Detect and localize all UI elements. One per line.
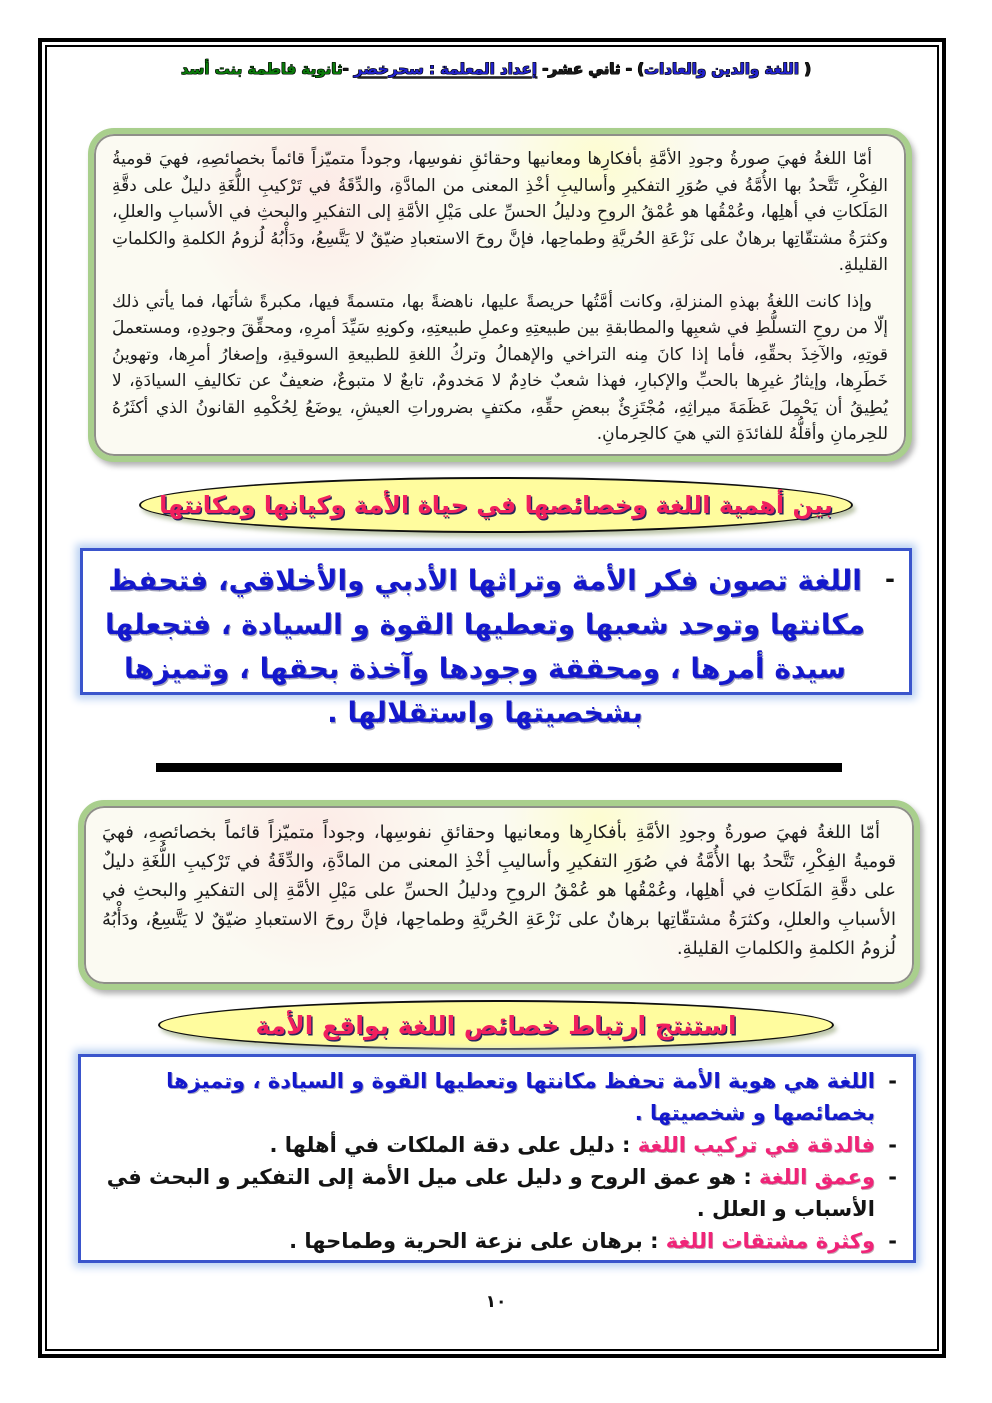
header-subject-title: اللغة والدين والعادات bbox=[644, 60, 799, 78]
activity1-answer-dash: - bbox=[885, 565, 895, 593]
list-item bbox=[91, 1129, 901, 1161]
header-grade-label: ثاني عشر bbox=[548, 60, 621, 78]
passage-top-paragraph-1: أمّا اللغةُ فهيَ صورةُ وجودِ الأمَّةِ بأفكارِها ومعانيها وحقائقِ نفوسِها، وجوداً متميّزاً قائماً بخصائصِهِ، فهيَ قوميةُ الفِكْرِ، تَتَّحدُ بها الأُمَّةُ في صُوَرِ التفكيرِ وأساليبِ أخْذِ المعنى من المادَّةِ، والدِّقَةُ في تَرْكيبِ اللُّغَةِ دليلٌ على دقَّةِ المَلَكاتِ في أهلِها، وعُمْقُها هو عُمْقُ الروحِ ودليلُ الحسِّ على مَيْلِ الأمَّةِ إلى التفكيرِ والبحثِ في الأسبابِ والعللِ، وكثرَةُ مشتقّاتِها برهانٌ على نَزْعَةِ الحُريَّةِ وطماحِها، فإنَّ روحَ الاستعبادِ ضيّقٌ لا يَتَّسِعُ، ودَأْبُهُ لُزومُ الكلمةِ والكلماتِ القليلةِ. bbox=[112, 149, 888, 275]
list-item bbox=[91, 1161, 901, 1225]
section-divider-line bbox=[156, 763, 842, 772]
activity1-answer-text: اللغة تصون فكر الأمة وتراثها الأدبي والأخلاقي، فتحفظ مكانتها وتوحد شعبها وتعطيها القوة و السيادة ، فتجعلها سيدة أمرها ، ومحققة وجودها وآخذة بحقها ، وتميزها بشخصيتها واستقلالها . bbox=[104, 564, 866, 729]
list-item-dash: - bbox=[888, 1229, 897, 1253]
activity1-answer-box bbox=[80, 548, 912, 729]
scanned-passage-bottom bbox=[78, 800, 920, 990]
scanned-passage-top bbox=[88, 128, 912, 462]
activity2-title: استنتج ارتباط خصائص اللغة بواقع الأمة bbox=[255, 1010, 737, 1040]
header-open-paren: ( bbox=[799, 60, 812, 78]
header-teacher-credit: إعداد المعلمة : سحرخضر bbox=[354, 60, 537, 78]
header-separator: - bbox=[536, 60, 549, 78]
page-header bbox=[0, 60, 992, 78]
list-item-text: : برهان على نزعة الحرية وطماحها . bbox=[289, 1229, 666, 1253]
list-item bbox=[91, 1225, 901, 1257]
list-item-text: : دليل على دقة الملكات في أهلها . bbox=[269, 1133, 638, 1157]
list-item-label: وعمق اللغة bbox=[759, 1165, 875, 1189]
page-number: ١٠ bbox=[485, 1292, 507, 1312]
passage-top-paragraph-2: وإذا كانت اللغةُ بهذهِ المنزلةِ، وكانت أمَّتُها حريصةً عليها، ناهضةً بها، متسمةً فيها، مكبرةً شأنَها، فما يأتي ذلك إلّا من روحِ التسلُّطِ في شعبِها والمطابقةِ بين طبيعتِهِ وعملِ طبيعتِهِ، وكونِهِ سَيِّدَ أمرِهِ، ومحقِّقَ وجودِهِ، ومستعملَ قوتِهِ، والآخِذَ بحقِّهِ، فأما إذا كانَ مِنه التراخي والإهمالُ وتركُ اللغةِ للطبيعةِ السوقيةِ، وإصغارُ أمرِها، وتهوينُ خَطَرِها، وإيثارُ غيرِها بالحبِّ والإكبارِ، فهذا شعبٌ خادِمٌ لا مَخدومٌ، تابعٌ لا متبوعٌ، ضعيفٌ عن تكاليفِ السيادَةِ، لا يُطِيقُ أن يَحْمِلَ عَظَمَةَ ميراثِهِ، مُجْتَزِئٌ ببعضِ حقِّهِ، مكتفٍ بضروراتِ العيشِ، يوضَعُ لِحُكْمِهِ القانونُ الذي أكثَرُهُ للحِرمانِ وأقلُّهُ للفائدَةِ التي هيَ كالحِرمانِ. bbox=[112, 291, 888, 444]
list-item-dash: - bbox=[888, 1165, 897, 1189]
list-item-text: : هو عمق الروح و دليل على ميل الأمة إلى التفكير و البحث في الأسباب و العلل . bbox=[106, 1165, 875, 1221]
list-item bbox=[91, 1065, 901, 1129]
list-item-label: فالدقة في تركيب اللغة bbox=[637, 1133, 875, 1157]
passage-bottom-paragraph-1: أمّا اللغةُ فهيَ صورةُ وجودِ الأمَّةِ بأفكارِها ومعانيها وحقائقِ نفوسِها، وجوداً متميّزاً قائماً بخصائصِهِ، فهيَ قوميةُ الفِكْرِ، تَتَّحدُ بها الأُمَّةُ في صُوَرِ التفكيرِ وأساليبِ أخْذِ المعنى من المادَّةِ، والدِّقَةُ في تَرْكيبِ اللُّغَةِ دليلٌ على دقَّةِ المَلَكاتِ في أهلِها، وعُمْقُها هو عُمْقُ الروحِ ودليلُ الحسِّ على مَيْلِ الأمَّةِ إلى التفكيرِ والبحثِ في الأسبابِ والعللِ، وكثرَةُ مشتقّاتِها برهانٌ على نَزْعَةِ الحُريَّةِ وطماحِها، فإنَّ روحَ الاستعبادِ ضيّقٌ لا يَتَّسِعُ، ودَأْبُهُ لُزومُ الكلمةِ والكلماتِ القليلةِ. bbox=[102, 822, 896, 959]
list-item-label: وكثرة مشتقات اللغة bbox=[665, 1229, 875, 1253]
activity2-answer-list bbox=[91, 1065, 901, 1257]
activity2-title-oval bbox=[158, 1000, 834, 1050]
activity2-answer-box bbox=[78, 1054, 916, 1263]
activity1-title-oval bbox=[139, 477, 853, 533]
activity1-title: بين أهمية اللغة وخصائصها في حياة الأمة وكيانها ومكانتها bbox=[159, 491, 833, 519]
list-item-dash: - bbox=[888, 1133, 897, 1157]
header-dash: - bbox=[342, 60, 354, 78]
header-close-paren: ) - bbox=[620, 60, 645, 78]
header-school-name: ثانوية فاطمة بنت أسد bbox=[180, 60, 343, 78]
list-item-dash: - bbox=[888, 1069, 897, 1093]
list-item-text: اللغة هي هوية الأمة تحفظ مكانتها وتعطيها القوة و السيادة ، وتميزها بخصائصها و شخصيتها . bbox=[166, 1069, 875, 1125]
